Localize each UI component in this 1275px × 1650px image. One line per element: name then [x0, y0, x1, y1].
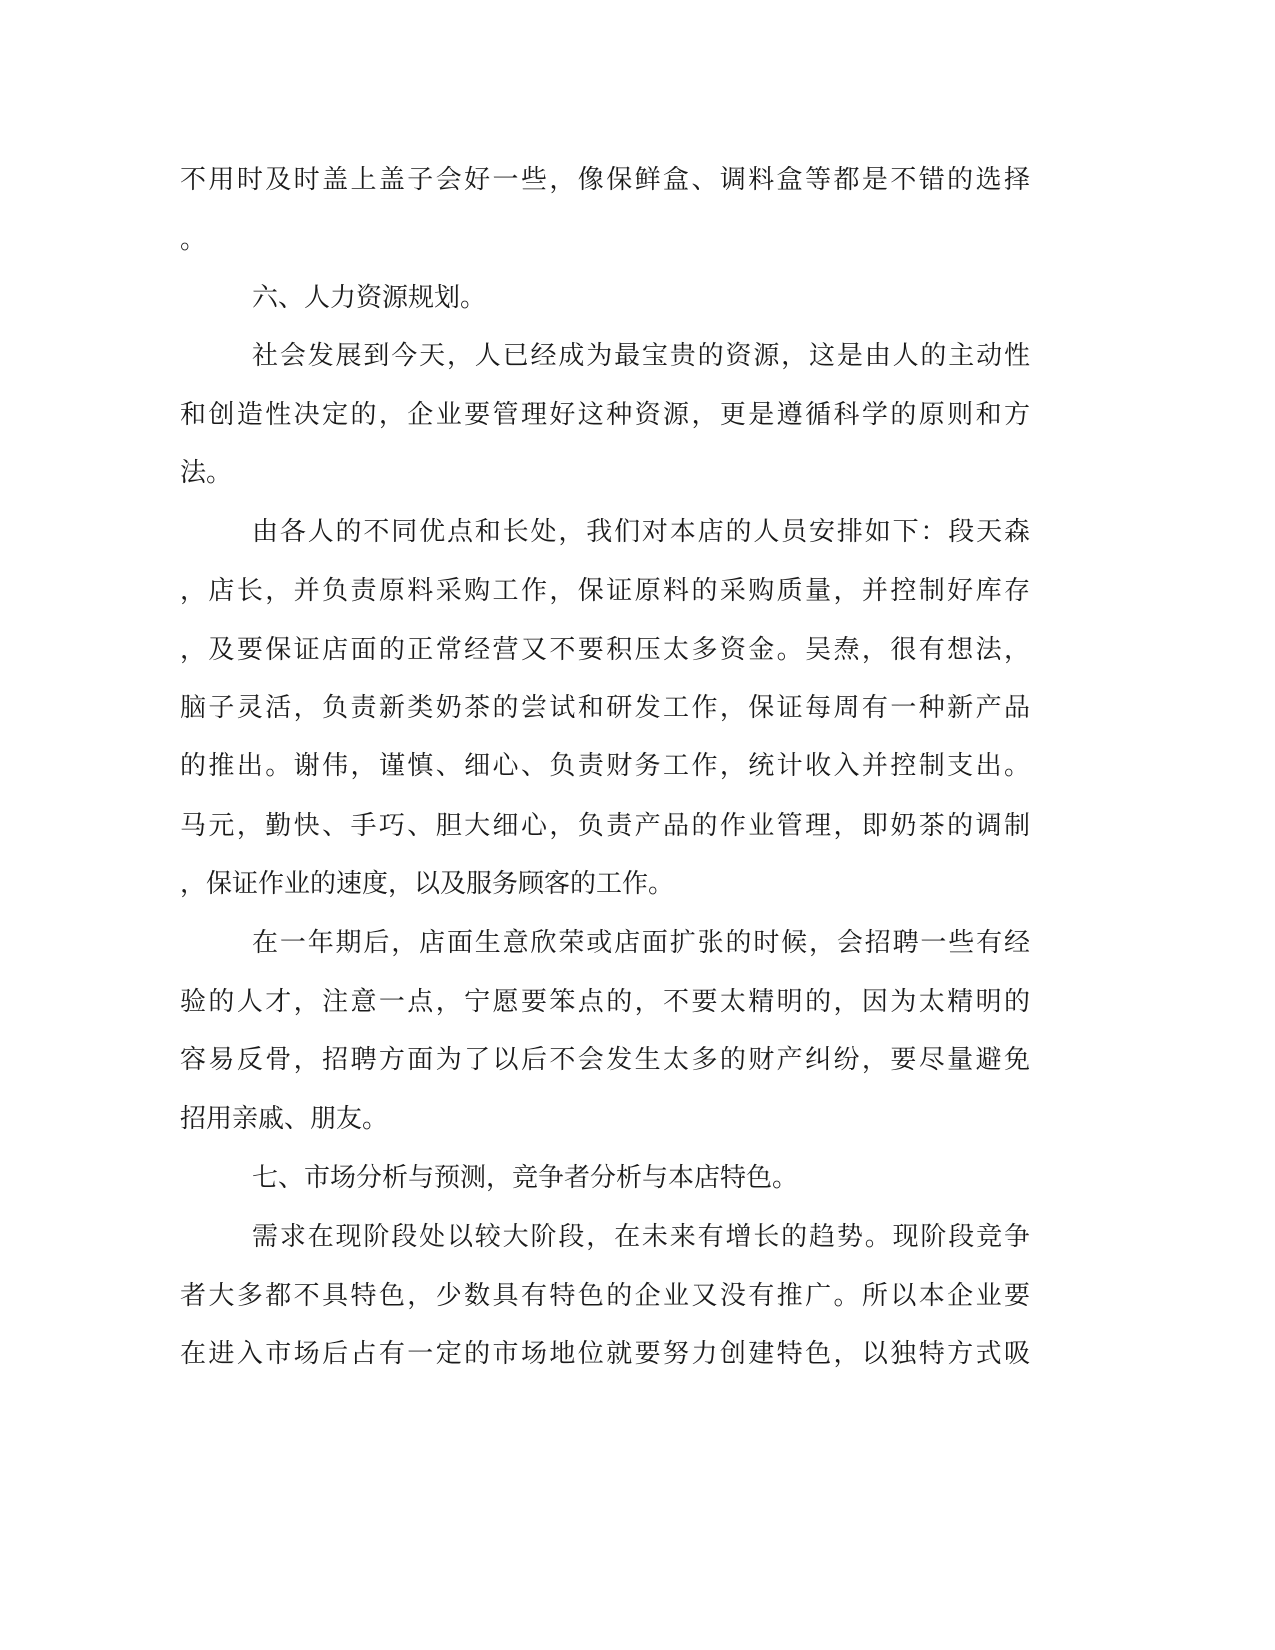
text-line: 在进入市场后占有一定的市场地位就要努力创建特色，以独特方式吸 [180, 1339, 1030, 1369]
text-line: ，店长，并负责原料采购工作，保证原料的采购质量，并控制好库存 [180, 576, 1030, 606]
text-line: 的推出。谢伟，谨慎、细心、负责财务工作，统计收入并控制支出。 [180, 751, 1030, 781]
text-line: 需求在现阶段处以较大阶段，在未来有增长的趋势。现阶段竞争 [252, 1222, 1030, 1252]
text-line: 招用亲戚、朋友。 [180, 1104, 389, 1134]
text-line: 容易反骨，招聘方面为了以后不会发生太多的财产纠纷，要尽量避免 [180, 1045, 1030, 1075]
text-line: 脑子灵活，负责新类奶茶的尝试和研发工作，保证每周有一种新产品 [180, 693, 1030, 723]
text-line: ，及要保证店面的正常经营又不要积压太多资金。吴焘，很有想法， [180, 635, 1030, 665]
text-line: 在一年期后，店面生意欣荣或店面扩张的时候，会招聘一些有经 [252, 928, 1030, 958]
text-line: 验的人才，注意一点，宁愿要笨点的，不要太精明的，因为太精明的 [180, 987, 1030, 1017]
text-line: 。 [180, 225, 207, 255]
text-line: 和创造性决定的，企业要管理好这种资源，更是遵循科学的原则和方 [180, 400, 1030, 430]
text-line: 马元，勤快、手巧、胆大细心，负责产品的作业管理，即奶茶的调制 [180, 811, 1030, 841]
section-heading: 七、市场分析与预测，竞争者分析与本店特色。 [252, 1163, 799, 1193]
text-line: 法。 [180, 458, 233, 488]
text-line: 社会发展到今天，人已经成为最宝贵的资源，这是由人的主动性 [252, 341, 1030, 371]
text-line: 由各人的不同优点和长处，我们对本店的人员安排如下：段天森 [252, 517, 1030, 547]
text-line: ，保证作业的速度，以及服务顾客的工作。 [180, 869, 675, 899]
text-line: 不用时及时盖上盖子会好一些，像保鲜盒、调料盒等都是不错的选择 [180, 165, 1030, 195]
text-line: 者大多都不具特色，少数具有特色的企业又没有推广。所以本企业要 [180, 1281, 1030, 1311]
section-heading: 六、人力资源规划。 [252, 283, 487, 313]
